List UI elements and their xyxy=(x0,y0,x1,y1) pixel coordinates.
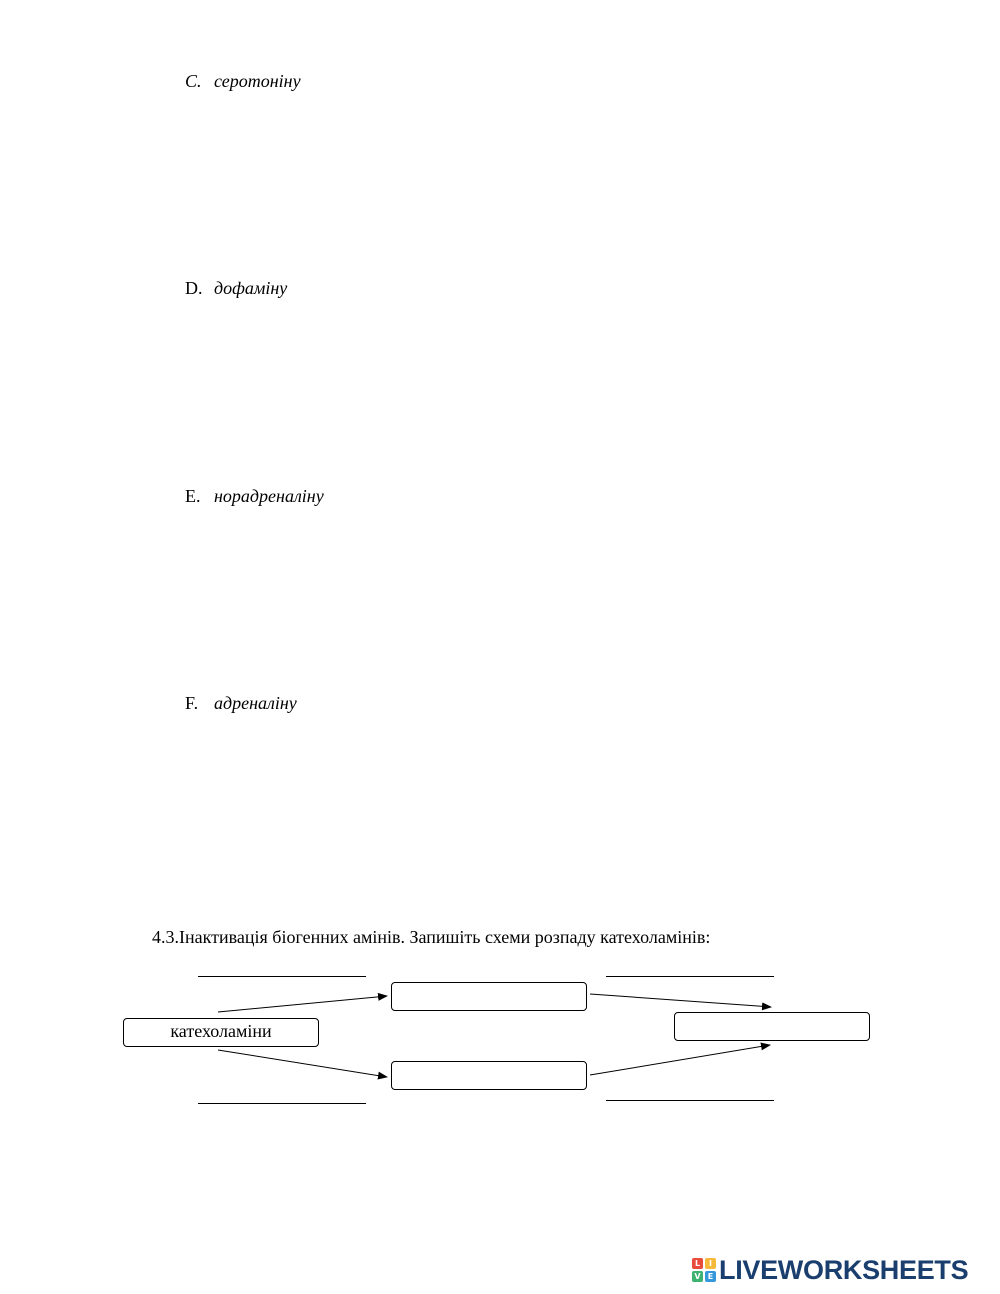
logo-tile: E xyxy=(705,1271,716,1282)
liveworksheets-logo xyxy=(692,1256,968,1284)
logo-tile: I xyxy=(705,1258,716,1269)
option-letter: C. xyxy=(185,71,202,91)
answer-box-final[interactable] xyxy=(674,1012,870,1041)
logo-tile: V xyxy=(692,1271,703,1282)
option-letter: E. xyxy=(185,486,201,506)
option-text: дофаміну xyxy=(214,278,288,298)
option-text: адреналіну xyxy=(214,693,297,713)
answer-line-bottom-right[interactable] xyxy=(606,1100,774,1101)
option-letter: F. xyxy=(185,693,199,713)
answer-line-bottom-left[interactable] xyxy=(198,1103,366,1104)
answer-box-mid-bottom[interactable] xyxy=(391,1061,587,1090)
arrow-to-mid-top xyxy=(218,996,387,1012)
answer-line-top-left[interactable] xyxy=(198,976,366,977)
arrow-to-mid-bottom xyxy=(218,1050,387,1077)
answer-box-mid-top[interactable] xyxy=(391,982,587,1011)
arrow-top-to-final xyxy=(590,994,771,1007)
logo-text: LIVEWORKSHEETS xyxy=(719,1255,969,1285)
arrow-bottom-to-final xyxy=(590,1045,770,1075)
answer-line-top-right[interactable] xyxy=(606,976,774,977)
source-box: катехоламіни xyxy=(123,1018,319,1047)
logo-mark-icon xyxy=(692,1258,716,1282)
logo-tile: L xyxy=(692,1258,703,1269)
task-heading: 4.3.Інактивація біогенних амінів. Запишіть схеми розпаду катехоламінів: xyxy=(152,927,711,947)
option-letter: D. xyxy=(185,278,203,298)
option-text: серотоніну xyxy=(214,71,301,91)
option-text: норадреналіну xyxy=(214,486,324,506)
